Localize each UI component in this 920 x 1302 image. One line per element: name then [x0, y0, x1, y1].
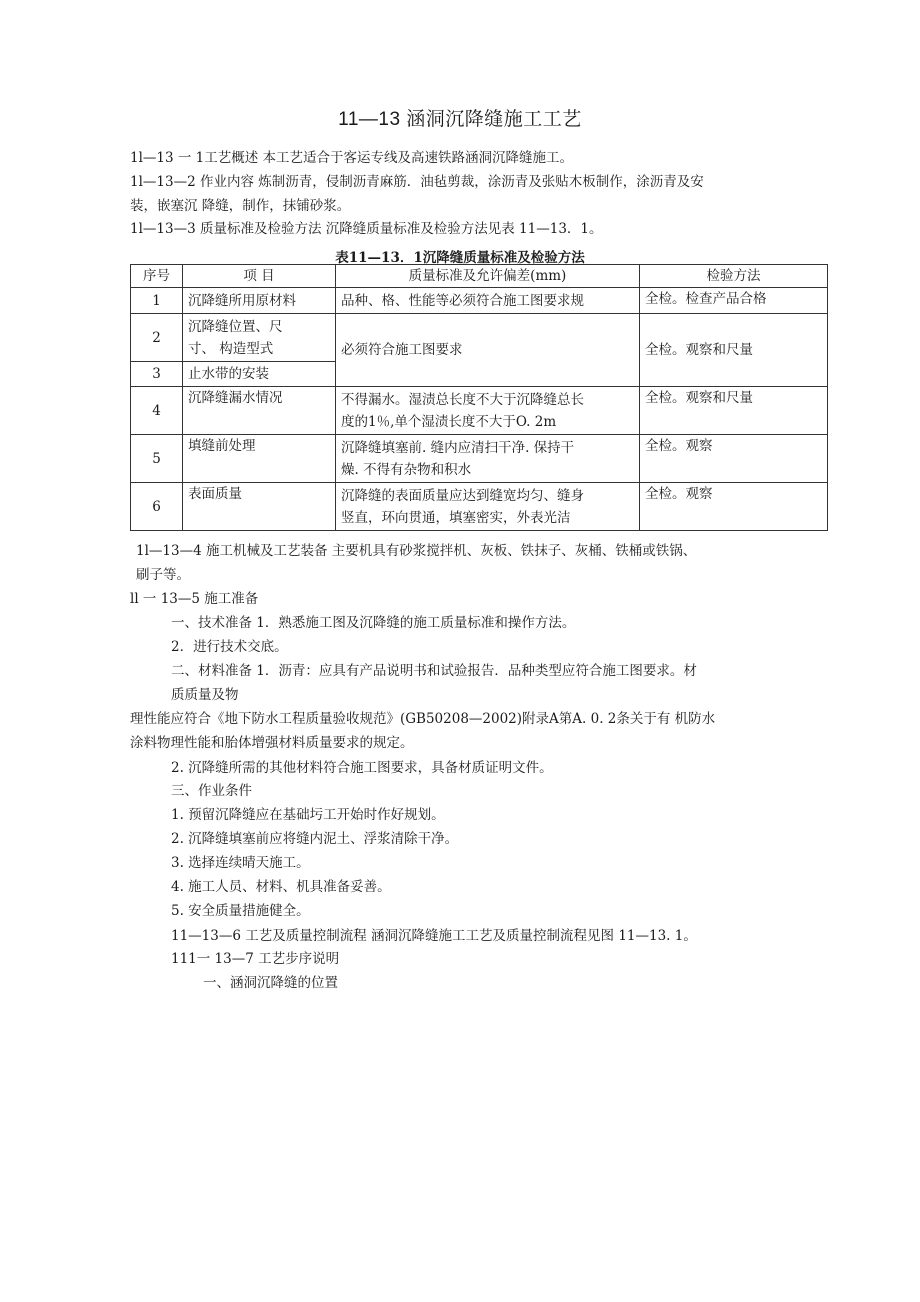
row-standard-line: 竖直，环向贯通，填塞密实，外表光洁	[341, 509, 571, 526]
row-item: 沉降缝漏水情况	[183, 387, 336, 435]
body-paragraph: 11—13—6 工艺及质量控制流程 涵洞沉降缝施工工艺及质量控制流程见图 11—13. 1。	[171, 928, 697, 944]
row-no: 1	[131, 288, 183, 314]
row-no: 5	[131, 435, 183, 483]
intro-line-3: 装，嵌塞沉 降缝，制作，抹铺砂浆。	[130, 198, 351, 214]
table-row	[131, 288, 828, 314]
row-item	[183, 314, 336, 362]
body-paragraph: 理性能应符合《地下防水工程质量验收规范》(GB50208—2002)附录A第A. 0. 2条关于有 机防水	[130, 711, 716, 727]
document-title: 11—13 涵洞沉降缝施工工艺	[338, 109, 582, 130]
row-item: 止水带的安装	[183, 362, 336, 387]
table-row	[131, 483, 828, 531]
row-method: 全检。观察和尺量	[640, 387, 828, 435]
row-method: 全检。观察和尺量	[640, 314, 828, 387]
body-paragraph: 2．进行技术交底。	[171, 639, 288, 655]
row-no: 2	[131, 314, 183, 362]
table-row	[131, 387, 828, 435]
intro-line-2: 1l—13—2 作业内容 炼制沥青，侵制沥青麻筋．油毡剪裁，涂沥青及张贴木板制作，涂沥青及安	[130, 174, 704, 190]
row-standard	[336, 387, 640, 435]
body-paragraph: 涂料物理性能和胎体增强材料质量要求的规定。	[130, 735, 414, 751]
body-paragraph: 质质量及物	[171, 687, 239, 703]
row-standard	[336, 435, 640, 483]
list-item: 4. 施工人员、材料、机具准备妥善。	[171, 879, 391, 895]
row-item-line: 寸、 构造型式	[188, 340, 274, 357]
list-item: 1. 预留沉降缝应在基础圬工开始时作好规划。	[171, 807, 445, 823]
section-heading: 一、涵洞沉降缝的位置	[203, 975, 338, 991]
section-heading: 三、作业条件	[171, 783, 252, 799]
quality-standard-table	[130, 264, 828, 531]
row-no: 3	[131, 362, 183, 387]
row-standard-line: 燥. 不得有杂物和积水	[341, 461, 472, 478]
row-standard	[336, 483, 640, 531]
row-item-line: 沉降缝位置、尺	[188, 318, 283, 335]
row-no: 6	[131, 483, 183, 531]
intro-line-1: 1l—13 一 1工艺概述 本工艺适合于客运专线及高速铁路涵洞沉降缝施工。	[130, 150, 574, 166]
list-item: 3. 选择连续晴天施工。	[171, 855, 310, 871]
row-standard-line: 沉降缝填塞前. 缝内应清扫干净. 保持干	[341, 439, 575, 456]
header-item: 项 目	[183, 265, 336, 288]
intro-line-4: 1l—13—3 质量标准及检验方法 沉降缝质量标准及检验方法见表 11—13．1。	[130, 221, 603, 237]
body-paragraph: 2. 沉降缝所需的其他材料符合施工图要求，具备材质证明文件。	[171, 760, 553, 776]
row-standard-line: 沉降缝的表面质量应达到缝宽均匀、缝身	[341, 487, 584, 504]
row-standard-line: 不得漏水。湿渍总长度不大于沉降缝总长	[341, 391, 584, 408]
row-method: 全检。观察	[640, 483, 828, 531]
row-item: 填缝前处理	[183, 435, 336, 483]
header-standard: 质量标准及允许偏差(mm)	[336, 265, 640, 288]
row-no: 4	[131, 387, 183, 435]
row-method: 全检。观察	[640, 435, 828, 483]
list-item: 5. 安全质量措施健全。	[171, 903, 310, 919]
body-paragraph: 二、材料准备 1．沥青：应具有产品说明书和试验报告．品种类型应符合施工图要求。材	[171, 663, 697, 679]
body-paragraph: 一、技术准备 1．熟悉施工图及沉降缝的施工质量标准和操作方法。	[171, 615, 576, 631]
body-paragraph: 1l—13—4 施工机械及工艺装备 主要机具有砂浆搅拌机、灰板、铁抹子、灰桶、铁桶或铁锅、	[136, 543, 697, 559]
row-standard: 必须符合施工图要求	[336, 314, 640, 387]
row-standard: 品种、格、性能等必须符合施工图要求规	[336, 288, 640, 314]
table-row	[131, 435, 828, 483]
row-method: 全检。检查产品合格	[640, 288, 828, 314]
row-item: 表面质量	[183, 483, 336, 531]
header-method: 检验方法	[640, 265, 828, 288]
header-no: 序号	[131, 265, 183, 288]
row-item: 沉降缝所用原材料	[183, 288, 336, 314]
body-paragraph: 刷子等。	[136, 567, 190, 583]
section-heading: 111一 13—7 工艺步序说明	[171, 951, 340, 967]
row-standard-line: 度的1％,单个湿渍长度不大于O. 2m	[341, 413, 557, 430]
table-caption: 表11—13．1沉降缝质量标准及检验方法	[335, 250, 585, 266]
table-row	[131, 314, 828, 362]
table-header-row	[131, 265, 828, 288]
section-heading: ll 一 13—5 施工准备	[130, 591, 259, 607]
list-item: 2. 沉降缝填塞前应将缝内泥土、浮浆清除干净。	[171, 831, 459, 847]
